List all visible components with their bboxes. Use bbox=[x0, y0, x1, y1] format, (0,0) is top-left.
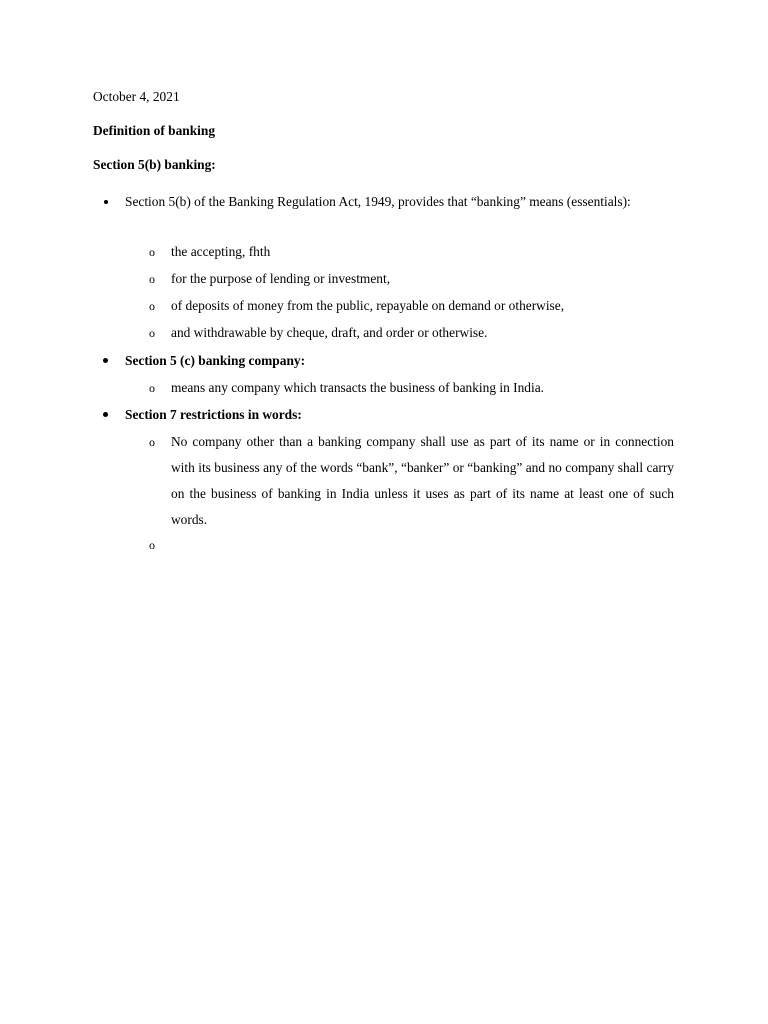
section-1-item-3: of deposits of money from the public, repayable on demand or otherwise, bbox=[171, 298, 565, 313]
section-subheading: Section 5(b) banking: bbox=[93, 157, 216, 172]
bullet-icon bbox=[103, 412, 108, 417]
section-2-heading: Section 5 (c) banking company: bbox=[125, 353, 306, 368]
sub-bullet-icon: o bbox=[149, 326, 155, 340]
section-1-item-1: the accepting, fhth bbox=[171, 244, 271, 259]
section-3-heading: Section 7 restrictions in words: bbox=[125, 407, 302, 422]
bullet-icon bbox=[103, 358, 108, 363]
sub-bullet-icon: o bbox=[149, 435, 155, 449]
document-heading: Definition of banking bbox=[93, 123, 216, 138]
section-1-text: Section 5(b) of the Banking Regulation Act, 1949, provides that “banking” means (essentials): bbox=[125, 194, 631, 209]
section-1-item-2: for the purpose of lending or investment, bbox=[171, 271, 391, 286]
bullet-icon bbox=[104, 200, 108, 204]
sub-bullet-icon: o bbox=[149, 272, 155, 286]
section-3-item-1: No company other than a banking company shall use as part of its name or in connection with its business any of the words “bank”, “banker” or “banking” and no company shall carry on the business of banking in India unless it uses as part of its name at least one of such words. bbox=[171, 434, 674, 527]
document-date: October 4, 2021 bbox=[93, 89, 180, 104]
section-1-item-4: and withdrawable by cheque, draft, and order or otherwise. bbox=[171, 325, 488, 340]
sub-bullet-icon: o bbox=[149, 245, 155, 259]
sub-bullet-icon: o bbox=[149, 299, 155, 313]
sub-bullet-icon: o bbox=[149, 538, 155, 552]
section-2-item-1: means any company which transacts the business of banking in India. bbox=[171, 380, 544, 395]
sub-bullet-icon: o bbox=[149, 381, 155, 395]
